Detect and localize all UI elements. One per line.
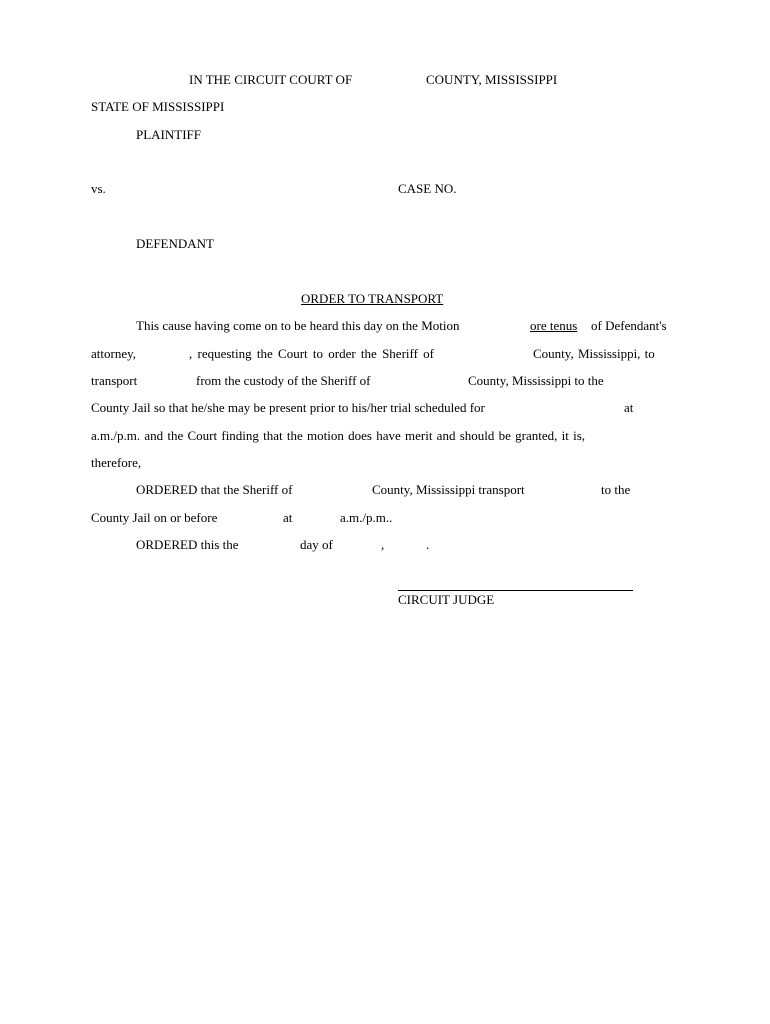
body-text: , requesting the Court to order the Sheriff of bbox=[189, 346, 435, 361]
body-text: at bbox=[283, 510, 293, 525]
body-text: day of bbox=[300, 537, 333, 552]
body-text: County Jail so that he/she may be present prior to his/her trial scheduled for bbox=[91, 400, 485, 415]
body-text: County Jail on or before bbox=[91, 510, 218, 525]
body-text: to the bbox=[601, 482, 631, 497]
case-number-label: CASE NO. bbox=[398, 181, 457, 196]
body-text: therefore, bbox=[91, 455, 142, 470]
body-text: a.m./p.m.. bbox=[340, 510, 393, 525]
ore-tenus-text: ore tenus bbox=[530, 318, 578, 333]
body-text: ORDERED that the Sheriff of bbox=[136, 482, 293, 497]
body-text: at bbox=[624, 400, 634, 415]
body-text: of Defendant's bbox=[591, 318, 667, 333]
body-text: attorney, bbox=[91, 346, 136, 361]
document-title: ORDER TO TRANSPORT bbox=[301, 291, 444, 306]
body-text: ORDERED this the bbox=[136, 537, 239, 552]
plaintiff-label: PLAINTIFF bbox=[136, 127, 202, 142]
body-text: from the custody of the Sheriff of bbox=[196, 373, 371, 388]
body-text: transport bbox=[91, 373, 138, 388]
body-text: County, Mississippi transport bbox=[372, 482, 525, 497]
body-text: , bbox=[381, 537, 385, 552]
versus-label: vs. bbox=[91, 181, 106, 196]
plaintiff-name: STATE OF MISSISSIPPI bbox=[91, 99, 225, 114]
signature-label: CIRCUIT JUDGE bbox=[398, 592, 495, 607]
body-text: . bbox=[426, 537, 430, 552]
court-heading-suffix: COUNTY, MISSISSIPPI bbox=[426, 72, 558, 87]
body-text: County, Mississippi, to bbox=[533, 346, 655, 361]
defendant-label: DEFENDANT bbox=[136, 236, 214, 251]
signature-line bbox=[398, 590, 633, 591]
body-text: This cause having come on to be heard this day on the Motion bbox=[136, 318, 460, 333]
body-text: a.m./p.m. and the Court finding that the motion does have merit and should be granted, it is, bbox=[91, 428, 586, 443]
court-heading-prefix: IN THE CIRCUIT COURT OF bbox=[189, 72, 353, 87]
body-text: County, Mississippi to the bbox=[468, 373, 604, 388]
